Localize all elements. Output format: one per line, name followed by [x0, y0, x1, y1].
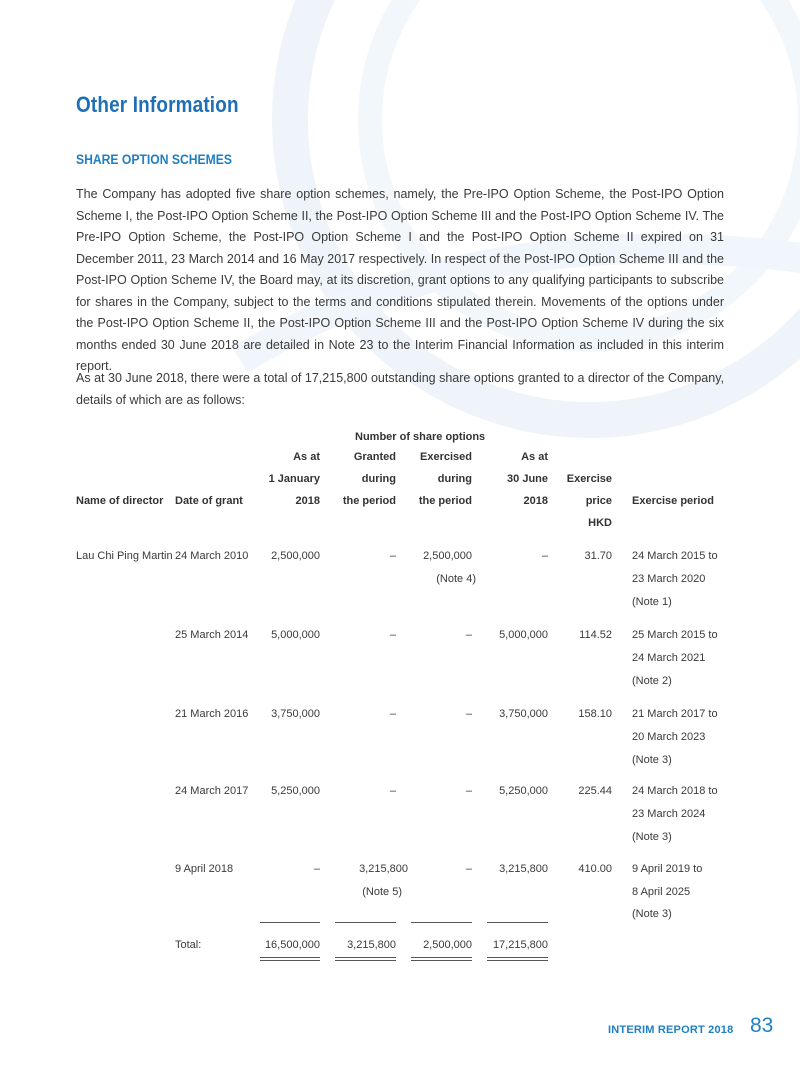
col-header-exercised: Exercised: [420, 451, 472, 463]
grant-date: 24 March 2017: [175, 785, 249, 797]
director-name: Lau Chi Ping Martin: [76, 550, 173, 562]
exercise-period-note: (Note 3): [632, 908, 672, 920]
exercise-period: 8 April 2025: [632, 886, 691, 898]
subtotal-rule: [260, 922, 320, 923]
col-header-period: Exercise period: [632, 495, 714, 507]
exercise-period-note: (Note 2): [632, 675, 672, 687]
exercise-period: 24 March 2018 to: [632, 785, 718, 797]
exercise-price: 114.52: [579, 629, 612, 641]
as-at-30jun-value: 5,000,000: [499, 629, 548, 641]
footer-report-label: INTERIM REPORT 2018: [608, 1024, 734, 1036]
col-header-granted: Granted: [353, 451, 396, 463]
exercise-period: 20 March 2023: [632, 731, 706, 743]
exercise-period-note: (Note 3): [632, 754, 672, 766]
exercised-value: –: [465, 863, 472, 875]
total-double-rule: [335, 957, 396, 961]
exercised-note: (Note 4): [436, 573, 476, 585]
granted-value: –: [389, 550, 396, 562]
exercise-period: 9 April 2019 to: [632, 863, 703, 875]
col-header-date: Date of grant: [175, 495, 243, 507]
exercise-period-note: (Note 1): [632, 596, 672, 608]
as-at-1jan-value: –: [313, 863, 320, 875]
col-header-exercised: the period: [418, 495, 472, 507]
body-paragraph: As at 30 June 2018, there were a total of 17,215,800 outstanding share options granted to a director of the Company, details of which are as follows:: [76, 371, 724, 407]
exercise-price: 31.70: [584, 550, 612, 562]
as-at-1jan-value: 5,250,000: [271, 785, 320, 797]
grant-date: 24 March 2010: [175, 550, 249, 562]
total-double-rule: [260, 957, 320, 961]
page-number: 83: [750, 1014, 774, 1037]
col-header-as-at-30jun: 30 June: [507, 473, 548, 485]
grant-date: 9 April 2018: [175, 863, 234, 875]
exercise-period: 23 March 2024: [632, 808, 706, 820]
exercise-period: 24 March 2021: [632, 652, 706, 664]
as-at-1jan-value: 5,000,000: [271, 629, 320, 641]
granted-value: –: [389, 708, 396, 720]
exercise-period: 21 March 2017 to: [632, 708, 718, 720]
total-double-rule: [487, 957, 548, 961]
exercised-value: 2,500,000: [423, 550, 472, 562]
col-header-price: price: [585, 495, 612, 507]
body-paragraph: The Company has adopted five share option schemes, namely, the Pre-IPO Option Scheme, the Post-IPO Option Scheme I, the Post-IPO Option Scheme II, the Post-IPO Option Scheme III and the Post-IPO Option Scheme IV. The Pre-IPO Option Scheme, the Post-IPO Option Scheme I and the Post-IPO Option Scheme II expired on 31 December 2011, 23 March 2014 and 16 May 2017 respectively. In respect of the Post-IPO Option Scheme III and the Post-IPO Option Scheme IV, the Board may, at its discretion, grant options to any qualifying participants to subscribe for shares in the Company, subject to the terms and conditions stipulated therein. Movements of the options under the Post-IPO Option Scheme II, the Post-IPO Option Scheme III and the Post-IPO Option Scheme IV during the six months ended 30 June 2018 are detailed in Note 23 to the Interim Financial Information as included in this interim report.: [76, 187, 724, 373]
exercised-value: –: [465, 785, 472, 797]
page-title: Other Information: [76, 92, 239, 117]
section-heading: SHARE OPTION SCHEMES: [76, 152, 232, 167]
exercise-period-note: (Note 3): [632, 831, 672, 843]
total-label: Total:: [175, 939, 202, 951]
col-header-price: HKD: [588, 517, 612, 529]
group-header: Number of share options: [355, 431, 486, 443]
col-header-as-at-1jan: As at: [293, 451, 320, 463]
as-at-30jun-value: 3,750,000: [499, 708, 548, 720]
as-at-30jun-value: 3,215,800: [499, 863, 548, 875]
subtotal-rule: [411, 922, 472, 923]
col-header-exercised: during: [437, 473, 472, 485]
granted-note: (Note 5): [362, 886, 402, 898]
total-granted: 3,215,800: [347, 939, 396, 951]
as-at-30jun-value: 5,250,000: [499, 785, 548, 797]
exercised-value: –: [465, 708, 472, 720]
total-exercised: 2,500,000: [423, 939, 472, 951]
col-header-granted: the period: [342, 495, 396, 507]
total-as-at-30jun: 17,215,800: [492, 939, 548, 951]
col-header-as-at-1jan: 1 January: [268, 473, 320, 485]
exercise-period: 24 March 2015 to: [632, 550, 718, 562]
granted-value: –: [389, 629, 396, 641]
col-header-as-at-30jun: As at: [521, 451, 548, 463]
as-at-1jan-value: 2,500,000: [271, 550, 320, 562]
grant-date: 25 March 2014: [175, 629, 249, 641]
col-header-price: Exercise: [566, 473, 612, 485]
as-at-30jun-value: –: [541, 550, 548, 562]
granted-value: –: [389, 785, 396, 797]
total-double-rule: [411, 957, 472, 961]
exercised-value: –: [465, 629, 472, 641]
exercise-price: 225.44: [578, 785, 612, 797]
subtotal-rule: [335, 922, 396, 923]
subtotal-rule: [487, 922, 548, 923]
as-at-1jan-value: 3,750,000: [271, 708, 320, 720]
granted-value: 3,215,800: [359, 863, 408, 875]
grant-date: 21 March 2016: [175, 708, 249, 720]
col-header-granted: during: [361, 473, 396, 485]
exercise-period: 25 March 2015 to: [632, 629, 718, 641]
exercise-price: 158.10: [578, 708, 612, 720]
exercise-period: 23 March 2020: [632, 573, 706, 585]
col-header-name: Name of director: [76, 495, 164, 507]
col-header-as-at-1jan: 2018: [295, 495, 320, 507]
col-header-as-at-30jun: 2018: [523, 495, 548, 507]
total-as-at-1jan: 16,500,000: [264, 939, 320, 951]
exercise-price: 410.00: [578, 863, 612, 875]
